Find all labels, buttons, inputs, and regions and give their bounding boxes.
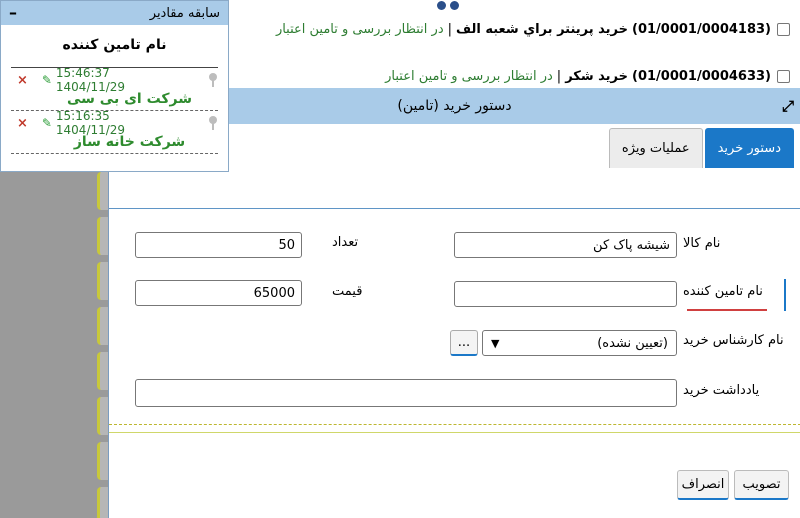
request-status: در انتظار بررسی و تامین اعتبار [275,22,444,37]
history-header[interactable] [1,1,228,25]
history-title: سابقه مقادیر [149,5,220,21]
price-label: قیمت [332,284,363,299]
buyer-lookup-button[interactable]: ... [450,330,478,356]
dialog-title: دستور خرید (تامین) [397,98,512,114]
delete-icon[interactable]: × [17,72,28,88]
request-code: (01/0001/0004183) [632,22,771,37]
loading-dots [437,1,459,10]
tab-divider [109,208,800,209]
value-history-panel [0,0,229,172]
price-input[interactable] [135,280,302,306]
buyer-select[interactable] [482,330,677,356]
list-item[interactable] [276,22,790,37]
history-timestamp: 15:16:35 1404/11/29 [55,109,126,137]
list-item[interactable] [385,69,790,84]
buyer-label: نام کارشناس خرید [683,333,784,348]
note-label: یادداشت خرید [683,383,760,398]
history-column-title: نام تامین کننده [62,37,167,53]
history-value[interactable]: شرکت خانه ساز [73,134,186,150]
item-name-input[interactable] [454,232,677,258]
expand-icon[interactable]: ⤢ [781,97,794,115]
delete-icon[interactable]: × [17,115,28,131]
tab-bar [609,128,794,168]
tab-purchase-order[interactable]: دستور خرید [705,128,794,168]
edit-icon[interactable]: ✎ [41,116,52,130]
quantity-input[interactable] [135,232,302,258]
background-overlay [0,172,112,518]
divider [109,424,800,425]
item-name-label: نام کالا [683,236,721,251]
separator: | [556,69,562,84]
quantity-label: تعداد [332,235,359,250]
approve-button[interactable]: تصویب [734,470,789,500]
row-checkbox[interactable] [777,70,790,83]
minimize-icon[interactable]: – [9,3,17,22]
request-title: خريد شکر [565,69,628,84]
supplier-input[interactable] [454,281,677,307]
chevron-down-icon: ▼ [491,336,500,350]
request-code: (01/0001/0004633) [632,69,771,84]
supplier-label: نام تامین کننده [683,284,763,299]
request-status: در انتظار بررسی و تامین اعتبار [385,69,553,84]
request-title: خريد پرينتر براي شعبه الف [456,22,628,37]
tab-special-operations[interactable]: عملیات ویژه [609,128,703,168]
row-checkbox[interactable] [777,23,790,36]
required-underline [687,309,767,311]
pin-icon[interactable] [208,73,218,87]
focus-indicator [784,279,786,311]
pin-icon[interactable] [208,116,218,130]
cancel-button[interactable]: انصراف [677,470,729,500]
history-item[interactable] [11,111,218,154]
divider [109,432,800,433]
edit-icon[interactable]: ✎ [41,73,52,87]
buyer-select-value: (تعیین نشده) [597,335,668,351]
note-input[interactable] [135,379,677,407]
history-item[interactable] [11,68,218,111]
separator: | [447,22,453,37]
history-value[interactable]: شرکت ای بی سی [66,91,193,107]
history-timestamp: 15:46:37 1404/11/29 [55,66,126,94]
